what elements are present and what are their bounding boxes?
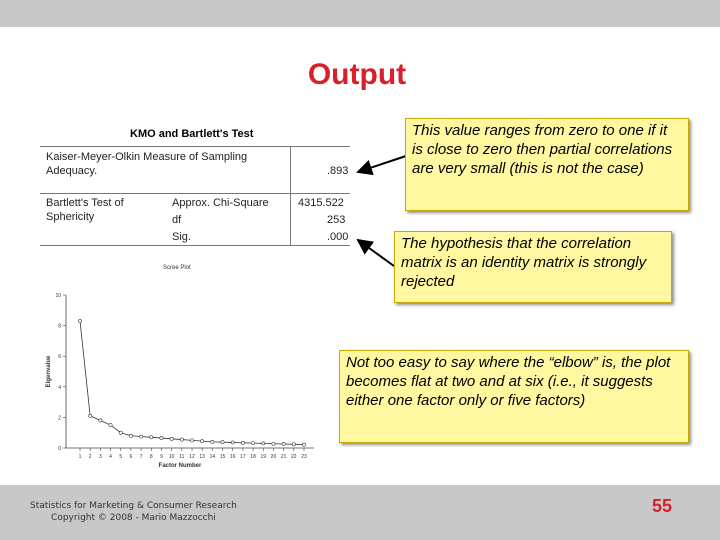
scree-point <box>119 431 122 434</box>
slide-title-text: Output <box>307 58 407 91</box>
scree-point <box>201 440 204 443</box>
chi-value: 4315.522 <box>298 197 344 209</box>
sig-value: .000 <box>327 231 349 243</box>
scree-plot <box>40 285 320 477</box>
scree-point <box>160 436 163 439</box>
scree-point <box>129 434 132 437</box>
footer-line-1: Statistics for Marketing & Consumer Research <box>30 501 237 511</box>
y-tick-label: 8 <box>58 323 61 330</box>
scree-point <box>150 436 153 439</box>
x-tick-label: 17 <box>240 454 246 460</box>
kmo-table-title: KMO and Bartlett's Test <box>130 128 254 140</box>
bartlett-label: Sphericity <box>46 211 95 223</box>
scree-point <box>251 442 254 445</box>
x-tick-label: 18 <box>250 454 256 460</box>
y-tick-label: 2 <box>58 415 61 422</box>
scree-line <box>80 321 304 445</box>
x-tick-label: 12 <box>189 454 195 460</box>
footer-line-2: Copyright © 2008 - Mario Mazzocchi <box>51 513 216 523</box>
x-tick-label: 23 <box>301 454 307 460</box>
scree-point <box>190 439 193 442</box>
x-tick-label: 4 <box>109 454 112 460</box>
y-tick-label: 6 <box>58 354 61 361</box>
note-kmo: This value ranges from zero to one if it is close to zero then partial correlations are very small (this is not the case) <box>405 118 689 211</box>
scree-point <box>139 435 142 438</box>
x-tick-label: 5 <box>119 454 123 460</box>
x-tick-label: 1 <box>78 454 82 460</box>
scree-point <box>109 423 112 426</box>
scree-point <box>292 443 295 446</box>
df-label: df <box>172 214 182 226</box>
x-axis-label: Factor Number <box>158 463 202 469</box>
scree-point <box>211 440 214 443</box>
sig-label: Sig. <box>172 231 191 243</box>
scree-point <box>302 443 305 446</box>
y-tick-label: 0 <box>58 446 61 452</box>
scree-point <box>89 414 92 417</box>
scree-point <box>78 319 81 322</box>
footer <box>30 500 237 524</box>
page-number: 55 <box>652 496 673 516</box>
kmo-label: Kaiser-Meyer-Olkin Measure of Sampling <box>46 151 248 163</box>
x-tick-label: 11 <box>179 454 185 460</box>
scree-point <box>262 442 265 445</box>
x-tick-label: 10 <box>168 454 175 460</box>
x-tick-label: 16 <box>229 454 236 460</box>
x-tick-label: 19 <box>260 454 267 460</box>
x-tick-label: 7 <box>139 454 143 460</box>
x-tick-label: 22 <box>291 454 297 460</box>
scree-point <box>99 419 102 422</box>
note-bartlett: The hypothesis that the correlation matrix is an identity matrix is strongly rejected <box>394 231 672 303</box>
x-tick-label: 3 <box>98 454 102 460</box>
kmo-value: .893 <box>327 165 349 177</box>
scree-point <box>170 437 173 440</box>
scree-point <box>231 441 234 444</box>
scree-title: Scree Plot <box>163 265 191 271</box>
bartlett-label: Bartlett's Test of <box>46 197 124 209</box>
y-axis-label: Eigenvalue <box>46 355 52 388</box>
x-tick-label: 21 <box>280 454 287 460</box>
kmo-label: Adequacy. <box>46 165 98 177</box>
x-tick-label: 13 <box>199 454 205 460</box>
scree-point <box>221 441 224 444</box>
scree-point <box>272 442 275 445</box>
scree-point <box>282 442 285 445</box>
x-tick-label: 9 <box>160 454 163 460</box>
df-value: 253 <box>327 214 346 226</box>
arrow-kmo <box>358 156 406 172</box>
scree-point <box>180 438 183 441</box>
chi-label: Approx. Chi-Square <box>172 197 269 209</box>
scree-point <box>241 441 244 444</box>
x-tick-label: 8 <box>149 454 153 460</box>
arrow-sig <box>358 240 394 266</box>
x-tick-label: 15 <box>219 454 226 460</box>
x-tick-label: 6 <box>129 454 133 460</box>
y-tick-label: 4 <box>58 384 61 391</box>
x-tick-label: 2 <box>88 454 92 460</box>
x-tick-label: 20 <box>270 454 277 460</box>
y-tick-label: 10 <box>55 293 61 299</box>
x-tick-label: 14 <box>209 454 216 460</box>
note-scree: Not too easy to say where the “elbow” is, the plot becomes flat at two and at six (i.e., it suggests either one factor only or five factors) <box>339 350 689 443</box>
